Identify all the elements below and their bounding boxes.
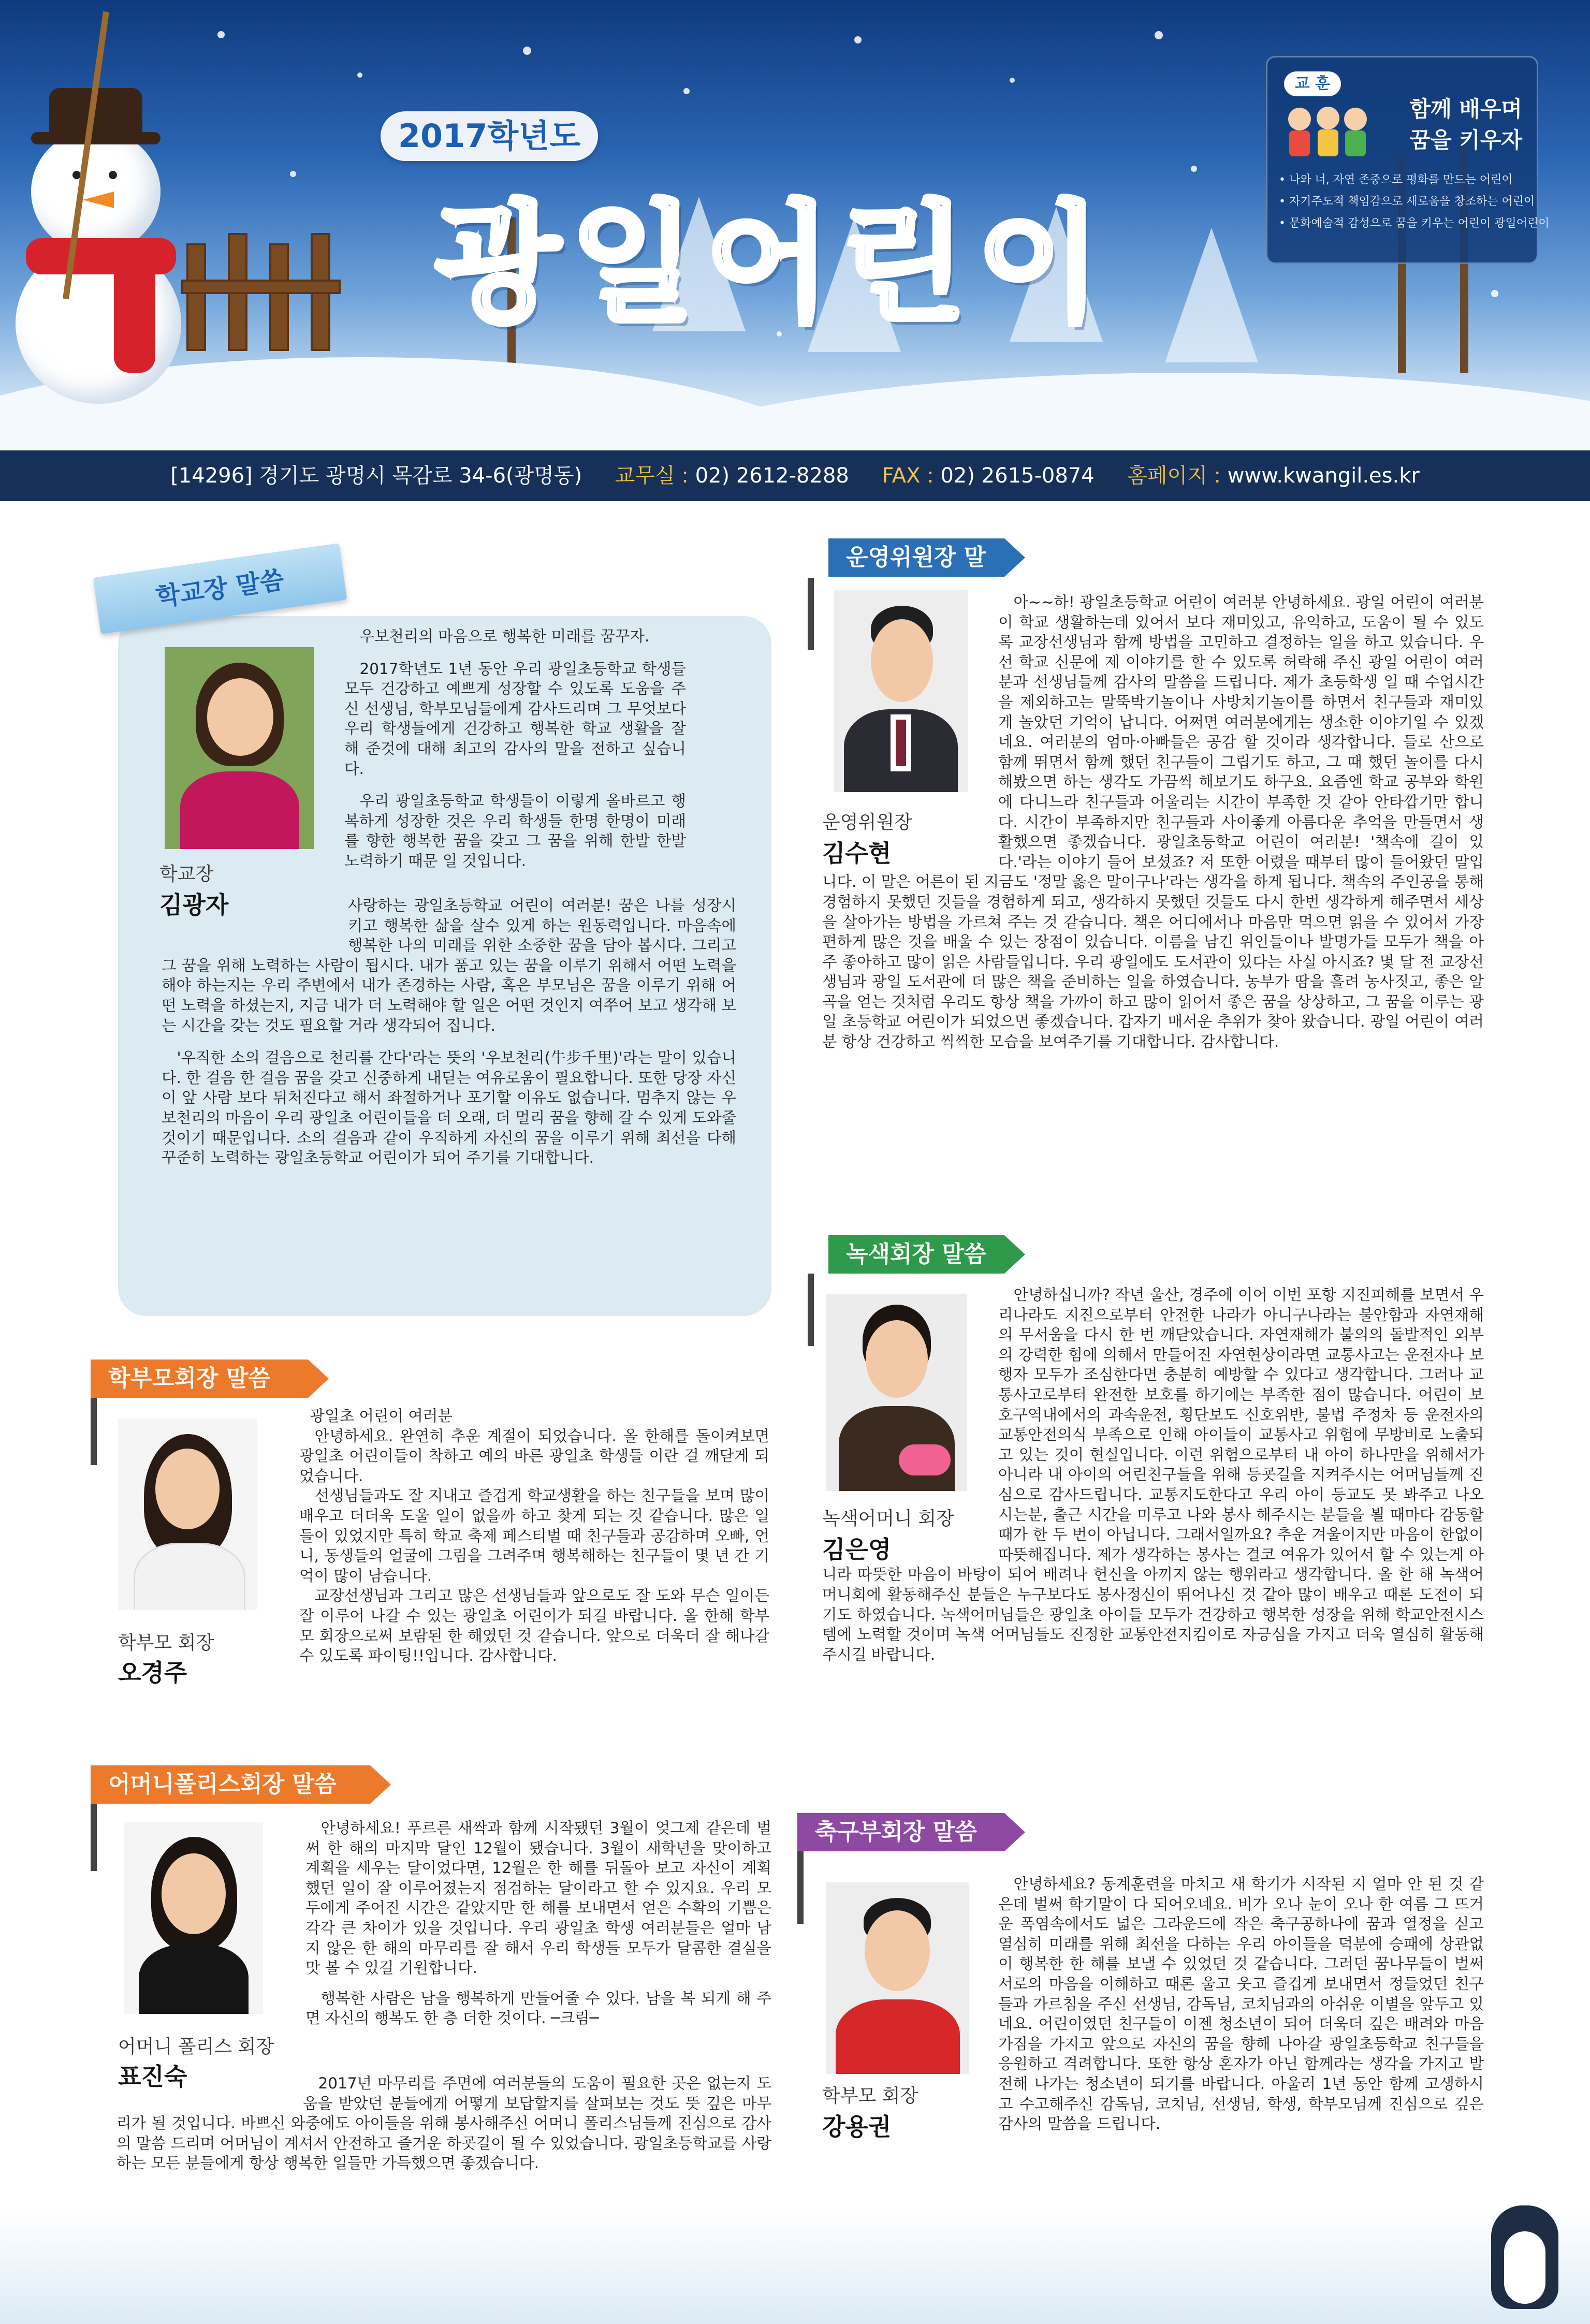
parents-paragraph: 선생님들과도 잘 지내고 즐겁게 학교생활을 하는 친구들을 보며 많이 배우고 더더욱 도울 일이 없을까 하고 찾게 되는 것 같습니다. 많은 일들이 있었지만 특히 학교 축제 페스티벌 때 친구들과 공감하며 오빠, 언니, 동생들의 얼굴에 그림을 그려주며 행복해하는 친구들이 몇 년 간 기억이 많이 남습니다. — [299, 1487, 769, 1585]
fence-decoration — [269, 243, 289, 351]
green-section-tag: 녹색회장 말씀 — [828, 1235, 1004, 1274]
section-bracket — [808, 578, 814, 650]
snow-hill-decoration — [621, 373, 1590, 450]
police-text-upper — [305, 1818, 771, 2028]
principal-paragraph: 우리 광일초등학교 학생들이 이렇게 올바르고 행복하게 성장한 것은 우리 학생들 한명 한명이 미래를 향한 행복한 꿈을 갖고 그 꿈을 위해 한발 한발 노력하기 때문 일 것입니다. — [344, 792, 686, 870]
parents-president-photo — [118, 1419, 257, 1610]
steering-paragraph: 아~~하! 광일초등학교 어린이 여러분 안녕하세요. 광일 어린이 여러분이 학교 생활하는데 있어서 보다 재미있고, 유익하고, 도움이 될 수 있도록 교장선생님과 함께 방법을 고민하고 결정하는 일을 하고 있습니다. 우선 학교 신문에 제 이야기를 할 수 있도록 허락해 주신 광일 어린이 여러분과 선생님들께 감사의 말씀을 드립니다. 제가 초등학생 일 때 수업시간을 제외하고는 말뚝박기놀이나 사방치기놀이를 하면서 친구들과 재미있게 놀았던 기억이 납니다. 어쩌면 여러분에게는 생소한 이야기일 수 있겠네요. 여러분의 엄마·아빠들은 공감 할 것이라 생각합니다. 들로 산으로 함께 뛰면서 함께 했던 친구들이 그립기도 하고, 그 때 했던 놀이를 다시 해봤으면 하는 생각도 가끔씩 해보기도 하구요. 요즘엔 학교 공부와 학원에 다니느라 친구들과 어울리는 시간이 부족한 것 같아 안타깝기만 합니다. 시간이 부족하지만 친구들과 사이좋게 아름다운 추억을 만들면서 생활했으면 좋겠습니다. 광일초등학교 어린이 여러분! '책속에 길이 있다.'라는 이야기 들어 보셨죠? 저 또한 어렸을 때부터 많이 들어왔던 말입니다. 이 말은 어른이 된 지금도 '정말 옳은 말이구나'라는 생각을 하게 됩니다. 책속의 주인공을 통해 경험하지 못했던 것들을 경험하게 되고, 생각하지 못했던 것들도 다시 한번 생각하게 해주면서 세상을 살아가는 방법을 가르쳐 주는 것 같습니다. 책은 어디에서나 마음만 먹으면 읽을 수 있어서 가장 편하게 많은 것을 배울 수 있는 장점이 있습니다. 이름을 남긴 위인들이나 발명가들 모두가 책을 아주 좋아하고 많이 읽은 사람들입니다. 우리 광일에도 도서관이 있다는 사실 아시죠? 몇 달 전 교장선생님과 광일 도서관에 더 많은 책을 준비하는 일을 하였습니다. 농부가 땀을 흘려 농사짓고, 좋은 알곡을 얻는 것처럼 우리도 항상 책을 가까이 하고 많이 읽어서 좋은 꿈을 상상하고, 그 꿈을 이루는 광일 초등학교 어린이가 되었으면 좋겠습니다. 갑자기 매서운 추위가 찾아 왔습니다. 광일 어린이 여러분 항상 건강하고 씩씩한 모습을 보여주기를 기대합니다. 감사합니다. — [822, 593, 1484, 1051]
snowflake-decoration — [854, 36, 862, 43]
parents-section-tag: 학부모회장 말씀 — [91, 1360, 308, 1398]
snowflake-decoration — [683, 88, 690, 94]
school-year: 2017학년도 — [398, 117, 581, 155]
principal-headline: 우보천리의 마음으로 행복한 미래를 꿈꾸자. — [359, 627, 650, 645]
snowman-hat-brim — [31, 132, 161, 144]
section-bracket — [797, 1851, 804, 1924]
soccer-paragraph: 안녕하세요? 동계훈련을 마치고 새 학기가 시작된 지 얼마 안 된 것 같은데 벌써 학기말이 다 되어오네요. 비가 오나 눈이 오나 한 여름 그 뜨거운 폭염속에서도 넓은 그라운드에 작은 축구공하나에 꿈과 열정을 싣고 열심히 미래를 위해 최선을 다하는 우리 아이들을 덕분에 승패에 상관없이 행복한 한 해를 보낼 수 있었던 것 같습니다. 그러던 꿈나무들이 벌써 서로의 마음을 이해하고 때론 울고 웃고 즐겁게 보내면서 정들었던 친구들과 가르침을 주신 선생님, 감독님, 코치님과의 아쉬운 이별을 앞두고 있네요. 어린이였던 친구들이 이젠 청소년이 되어 더욱더 깊은 배려와 마음가짐을 가지고 앞으로 자신의 꿈을 향해 나아갈 광일초등학교 친구들을 응원하고 격려합니다. 또한 항상 혼자가 아닌 함께라는 생각을 가지고 발전해 나가는 청소년이 되기를 바랍니다. 아울러 1년 동안 함께 고생하시고 수고해주신 감독님, 코치님, 선생님, 학생, 학부모님께 진심으로 깊은 감사의 말씀을 드립니다. — [998, 1875, 1484, 2133]
office-label: 교무실 : — [615, 464, 689, 488]
police-name: 표진숙 — [118, 2063, 187, 2091]
fax-number: 02) 2615-0874 — [940, 464, 1095, 488]
police-section-tag: 어머니폴리스회장 말씀 — [91, 1765, 370, 1804]
motto-item: • 나와 너, 자연 존중으로 평화를 만드는 어린이 — [1279, 173, 1513, 186]
parents-name: 오경주 — [118, 1659, 187, 1687]
scarf-illustration — [114, 259, 155, 373]
snowflake-decoration — [217, 31, 225, 38]
homepage-label: 홈페이지 : — [1127, 464, 1221, 488]
motto-item: • 문화예술적 감성으로 꿈을 키우는 어린이 광일어린이 — [1279, 217, 1550, 230]
principal-paragraph: 사랑하는 광일초등학교 어린이 여러분! 꿈은 나를 성장시키고 행복한 삶을 살수 있게 하는 원동력입니다. 마음속에 행복한 나의 미래를 위한 소중한 꿈을 담아 봅시다. 그리고 그 꿈을 위해 노력하는 사람이 됩시다. 내가 품고 있는 꿈을 이루기 위해서 어떤 노력을 해야 하는지는 우리 주변에서 내가 존경하는 사람, 혹은 부모님은 꿈을 이루기 위해 어떤 노력을 하셨는지, 지금 내가 더 노력해야 할 일은 어떤 것인지 여쭈어 보고 생각해 보는 시간을 갖는 것도 필요할 거라 생각되어 집니다. — [162, 897, 736, 1034]
green-name: 김은영 — [822, 1536, 892, 1563]
parents-paragraph: 안녕하세요. 완연히 추운 계절이 되었습니다. 올 한해를 돌이켜보면 광일초 어린이들이 착하고 예의 바른 광일초 학생들 이란 걸 깨닫게 되었습니다. — [299, 1427, 769, 1485]
fax-label: FAX : — [882, 464, 934, 488]
soccer-name: 강용권 — [822, 2113, 892, 2141]
section-bracket — [91, 1398, 97, 1465]
office-phone: 02) 2612-8288 — [695, 464, 849, 488]
snowflake-decoration — [1491, 290, 1498, 297]
children-icon — [1279, 98, 1372, 160]
police-quote: 행복한 사람은 남을 행복하게 만들어줄 수 있다. 남을 복 되게 해 주면 자신의 행복도 한 층 더한 것이다. ─크림─ — [305, 1989, 771, 2027]
snowflake-decoration — [1191, 166, 1197, 172]
snowman-eye — [109, 171, 117, 179]
snowflake-decoration — [1010, 78, 1015, 83]
motto-item: • 자기주도적 책임감으로 새로움을 창조하는 어린이 — [1279, 195, 1535, 208]
green-role: 녹색어머니 회장 — [822, 1508, 954, 1529]
parents-text — [299, 1406, 769, 1666]
green-text — [822, 1285, 1484, 1664]
police-paragraph: 2017년 마무리를 주면에 여러분들의 도움이 필요한 곳은 없는지 도움을 받았던 분들에게 어떻게 보답할지를 살펴보는 것도 뜻 깊은 마무리가 될 것입니다. 바쁘신 와중에도 아이들을 위해 봉사해주신 어머니 폴리스님들께 진심으로 감사의 말씀 드리며 어머님이 계셔서 안전하고 즐거운 하굣길이 될 수 있었습니다. 광일초등학교를 사랑하는 모든 분들에게 항상 행복한 일들만 가득했으면 좋겠습니다. — [116, 2074, 771, 2172]
steering-name: 김수현 — [822, 839, 892, 867]
motto-main-line2: 꿈을 키우자 — [1409, 127, 1522, 153]
carrot-nose — [83, 192, 114, 208]
school-address: [14296] 경기도 광명시 목감로 34-6(광명동) — [170, 464, 582, 488]
newspaper-title: 광일어린이 — [435, 188, 1112, 339]
soccer-text — [822, 1874, 1484, 2154]
soccer-role: 학부모 회장 — [822, 2085, 918, 2107]
parents-paragraph: 교장선생님과 그리고 많은 선생님들과 앞으로도 잘 도와 무슨 일이든 잘 이루어 나갈 수 있는 광일초 어린이가 되길 바랍니다. 올 한해 학부모 회장으로써 보람된 한 해였던 것 같습니다. 앞으로 더욱더 잘 해나갈 수 있도록 파이팅!!입니다. 감사합니다. — [299, 1587, 769, 1665]
section-bracket — [808, 1274, 814, 1346]
fence-decoration — [181, 280, 341, 294]
snowflake-decoration — [1155, 31, 1163, 39]
penguin-belly — [1504, 2231, 1545, 2304]
address-line — [0, 450, 1590, 501]
bottom-snow-decoration — [0, 2211, 1590, 2324]
parents-greeting: 광일초 어린이 여러분 — [310, 1407, 453, 1425]
fence-decoration — [186, 243, 206, 351]
parents-role: 학부모 회장 — [118, 1632, 214, 1654]
motto-badge: 교 훈 — [1284, 71, 1341, 96]
police-president-photo — [124, 1822, 263, 2014]
green-paragraph: 안녕하십니까? 작년 울산, 경주에 이어 이번 포항 지진피해를 보면서 우리나라도 지진으로부터 안전한 나라가 아니구나라는 불안함과 자연재해의 무서움을 다시 한 번 깨닫았습니다. 자연재해가 불의의 돌발적인 외부의 강력한 힘에 의해서 만들어진 자연현상이라면 교통사고는 운전자나 보행자 모두가 조심한다면 충분히 예방할 수 있다고 생각합니다. 그러나 교통사고로부터 완전한 보호를 하기에는 부족한 점이 많습니다. 어린이 보호구역내에서의 과속운전, 횡단보도 신호위반, 불법 주정차 등 운전자의 교통안전의식 부족으로 인해 아이들이 교통사고 위험에 무방비로 노출되고 있는 것이 현실입니다. 이런 위험으로부터 내 아이 하나만을 위해서가 아니라 내 아이의 어린친구들을 위해 등굣길을 지켜주시는 어머님들께 진심으로 감사드립니다. 교통지도한다고 우리 아이 등교도 못 봐주고 나오시는분, 출근 시간을 미루고 나와 봉사 해주시는 분들을 뵐 때마다 감동할 때가 한 두 번이 아닙니다. 그래서일까요? 추운 겨울이지만 마음이 한없이 따뜻해집니다. 제가 생각하는 봉사는 결코 여유가 있어서 할 수 있는게 아니라 따뜻한 마음이 바탕이 되어 배려나 헌신을 아끼지 않는 행위라고 생각합니다. 올 한 해 녹색어머니회에 활동해주신 분들은 누구보다도 봉사정신이 뛰어나신 것 같아 많이 배우고 때론 도전이 되기도 하였습니다. 녹색어머님들은 광일초 아이들 모두가 건강하고 행복한 성장을 위해 학교안전시스템에 노력할 것이며 녹색 어머님들도 진정한 교통안전지킴이로 자긍심을 가지고 더욱 열심히 활동해 주시길 바랍니다. — [822, 1286, 1484, 1663]
principal-section-tag: 학교장 말씀 — [93, 543, 347, 634]
principal-photo — [165, 647, 314, 849]
police-text-lower — [116, 2073, 771, 2173]
principal-text-lower — [162, 896, 736, 1168]
snowflake-decoration — [290, 171, 296, 177]
police-paragraph: 안녕하세요! 푸르른 새싹과 함께 시작됐던 3월이 엊그제 같은데 벌써 한 해의 마지막 달인 12월이 됐습니다. 3월이 새학년을 맞이하고 계획을 세우는 달이었다면, 12월은 한 해를 뒤돌아 보고 자신이 계획했던 일이 잘 이루어졌는지 점검하는 달이라고 할 수 있지요. 우리 모두에게 주어진 시간은 같았지만 한 해를 보내면서 얻은 수확의 기쁨은 각각 큰 차이가 있을 것입니다. 우리 광일초 학생 여러분들은 얼마 남지 않은 한 해의 마무리를 잘 해서 우리 학생들 모두가 달콤한 결실을 맛 볼 수 있길 기원합니다. — [305, 1819, 771, 1977]
snowflake-decoration — [523, 47, 531, 55]
homepage-url[interactable]: www.kwangil.es.kr — [1227, 464, 1420, 488]
soccer-section-tag: 축구부회장 말씀 — [797, 1813, 1004, 1851]
steering-section-tag: 운영위원장 말 — [828, 538, 1004, 577]
motto-main-line1: 함께 배우며 — [1409, 96, 1522, 122]
steering-role: 운영위원장 — [822, 812, 912, 833]
principal-role: 학교장 — [159, 864, 214, 885]
snowflake-decoration — [357, 72, 362, 78]
section-bracket — [91, 1804, 97, 1871]
principal-paragraph: '우직한 소의 걸음으로 천리를 간다'라는 뜻의 '우보천리(牛步千里)'라는 말이 있습니다. 한 걸음 한 걸음 꿈을 갖고 신중하게 내딛는 여유로움이 필요합니다. 또한 당장 자신이 앞 사람 보다 뒤처진다고 해서 좌절하거나 포기할 이유도 없습니다. 멈추지 않는 우보천리의 마음이 우리 광일초 어린이들을 더 오래, 더 멀리 꿈을 향해 갈 수 있게 도와줄 것이기 때문입니다. 소의 걸음과 같이 우직하게 자신의 꿈을 이루기 위해 최선을 다해 꾸준히 노력하는 광일초등학교 어린이가 되어 주기를 기대합니다. — [162, 1049, 736, 1167]
principal-text-upper — [344, 626, 686, 871]
principal-paragraph: 2017학년도 1년 동안 우리 광일초등학교 학생들 모두 건강하고 예쁘게 성장할 수 있도록 도움을 주신 선생님, 학부모님들에게 감사드리며 그 무엇보다 우리 학생들에게 건강하고 행복한 학교 생활을 잘 해 준것에 대해 최고의 감사의 말을 전하고 싶습니다. — [344, 660, 686, 778]
steering-text — [822, 592, 1484, 1052]
principal-name: 김광자 — [159, 891, 229, 919]
police-role: 어머니 폴리스 회장 — [118, 2036, 274, 2057]
